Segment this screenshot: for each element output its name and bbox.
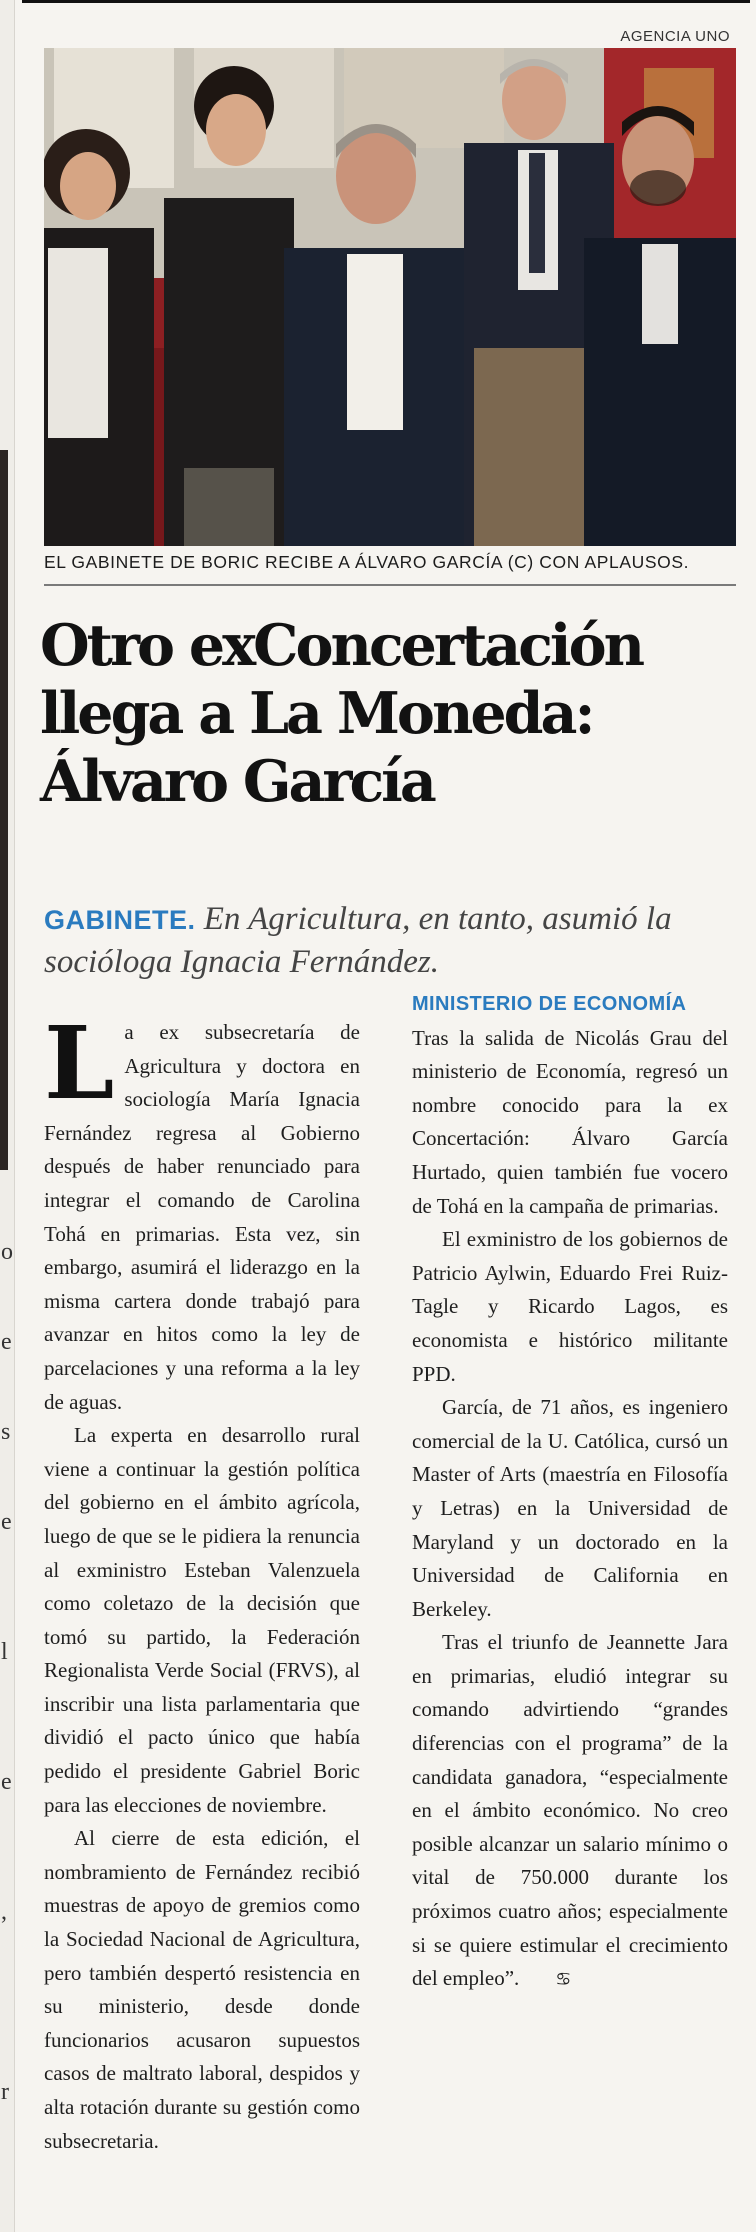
subheadline: [44, 898, 744, 983]
end-mark-icon: ♋: [555, 1969, 572, 1991]
article-paragraph: [412, 1626, 728, 1997]
article-column-left: [44, 1004, 360, 2158]
top-rule: [22, 0, 750, 3]
photo-caption: EL GABINETE DE BORIC RECIBE A ÁLVARO GARCÍA (C) CON APLAUSOS.: [44, 552, 690, 572]
headline: [40, 612, 740, 816]
drop-cap: L: [44, 1004, 115, 1122]
subheadline-text: En Agricultura, en tanto, asumió la socióloga Ignacia Fernández.: [44, 901, 672, 980]
caption-rule: [44, 584, 736, 586]
adjacent-text-fragment: e: [1, 1329, 12, 1355]
adjacent-text-fragment: s: [1, 1419, 11, 1445]
article-paragraph: Tras la salida de Nicolás Grau del ministerio de Economía, regresó un nombre conocido para la ex Concertación: Álvaro García Hurtado, quien también fue vocero de Tohá en la campaña de primarias.: [412, 1025, 728, 1218]
adjacent-text-fragment: o: [1, 1239, 13, 1265]
headline-line-3: Álvaro García: [40, 748, 434, 815]
adjacent-text-fragment: e: [1, 1509, 12, 1535]
article-paragraph: El exministro de los gobiernos de Patricio Aylwin, Eduardo Frei Ruiz-Tagle y Ricardo Lagos, es economista e histórico militante PPD.: [412, 1227, 728, 1386]
headline-line-1: Otro exConcertación: [40, 612, 643, 679]
paragraph-text: Tras el triunfo de Jeannette Jara en primarias, eludió integrar su comando advirtiendo “grandes diferencias con el programa” de la candidata ganadora, “especialmente en el ámbito económico. No creo posible alcanzar un salario mínimo o vital de 750.000 durante los próximos cuatro años; especialmente si se quiere estimular el crecimiento del empleo”.: [412, 1630, 728, 1991]
headline-line-2: llega a La Moneda:: [40, 680, 593, 747]
paragraph-text: a ex subsecretaría de Agricultura y doctora en sociología María Ignacia Fernández regresa al Gobierno después de haber renunciado para integrar el comando de Carolina Tohá en primarias. Esta vez, sin embargo, asumirá el liderazgo en la misma cartera donde trabajó para avanzar en hitos como la ley de parcelaciones y una reforma a la ley de aguas.: [44, 1020, 360, 1414]
article-paragraph: Al cierre de esta edición, el nombramiento de Fernández recibió muestras de apoyo de gremios como la Sociedad Nacional de Agricultura, pero también despertó resistencia en su ministerio, desde donde funcionarios acusaron supuestos casos de maltrato laboral, despidos y alta rotación durante su gestión como subsecretaria.: [44, 1826, 360, 2153]
adjacent-text-fragment: ,: [1, 1899, 7, 1925]
adjacent-text-fragment: l: [1, 1639, 8, 1665]
photo-credit: AGENCIA UNO: [620, 28, 730, 45]
article-column-right: [412, 976, 728, 1997]
article-paragraph: García, de 71 años, es ingeniero comercial de la U. Católica, cursó un Master of Arts (maestría en Filosofía y Letras) en la Universidad de Maryland y un doctorado en la Universidad de California en Berkeley.: [412, 1395, 728, 1621]
adjacent-text-fragment: e: [1, 1769, 12, 1795]
cabinet-photo: [44, 48, 736, 546]
section-subhead: MINISTERIO DE ECONOMÍA: [412, 993, 687, 1015]
section-tag: GABINETE.: [44, 905, 196, 935]
adjacent-text-fragment: r: [1, 2079, 9, 2105]
article-paragraph: La experta en desarrollo rural viene a continuar la gestión política del gobierno en el ámbito agrícola, luego de que se le pidiera la renuncia al exministro Esteban Valenzuela como coletazo de la decisión que tomó su partido, la Federación Regionalista Verde Social (FRVS), al inscribir una lista parlamentaria que dividió el pacto único que había pedido el presidente Gabriel Boric para las elecciones de noviembre.: [44, 1423, 360, 1817]
adjacent-photo-fragment: [0, 450, 8, 1170]
article-paragraph: [44, 1004, 360, 1419]
